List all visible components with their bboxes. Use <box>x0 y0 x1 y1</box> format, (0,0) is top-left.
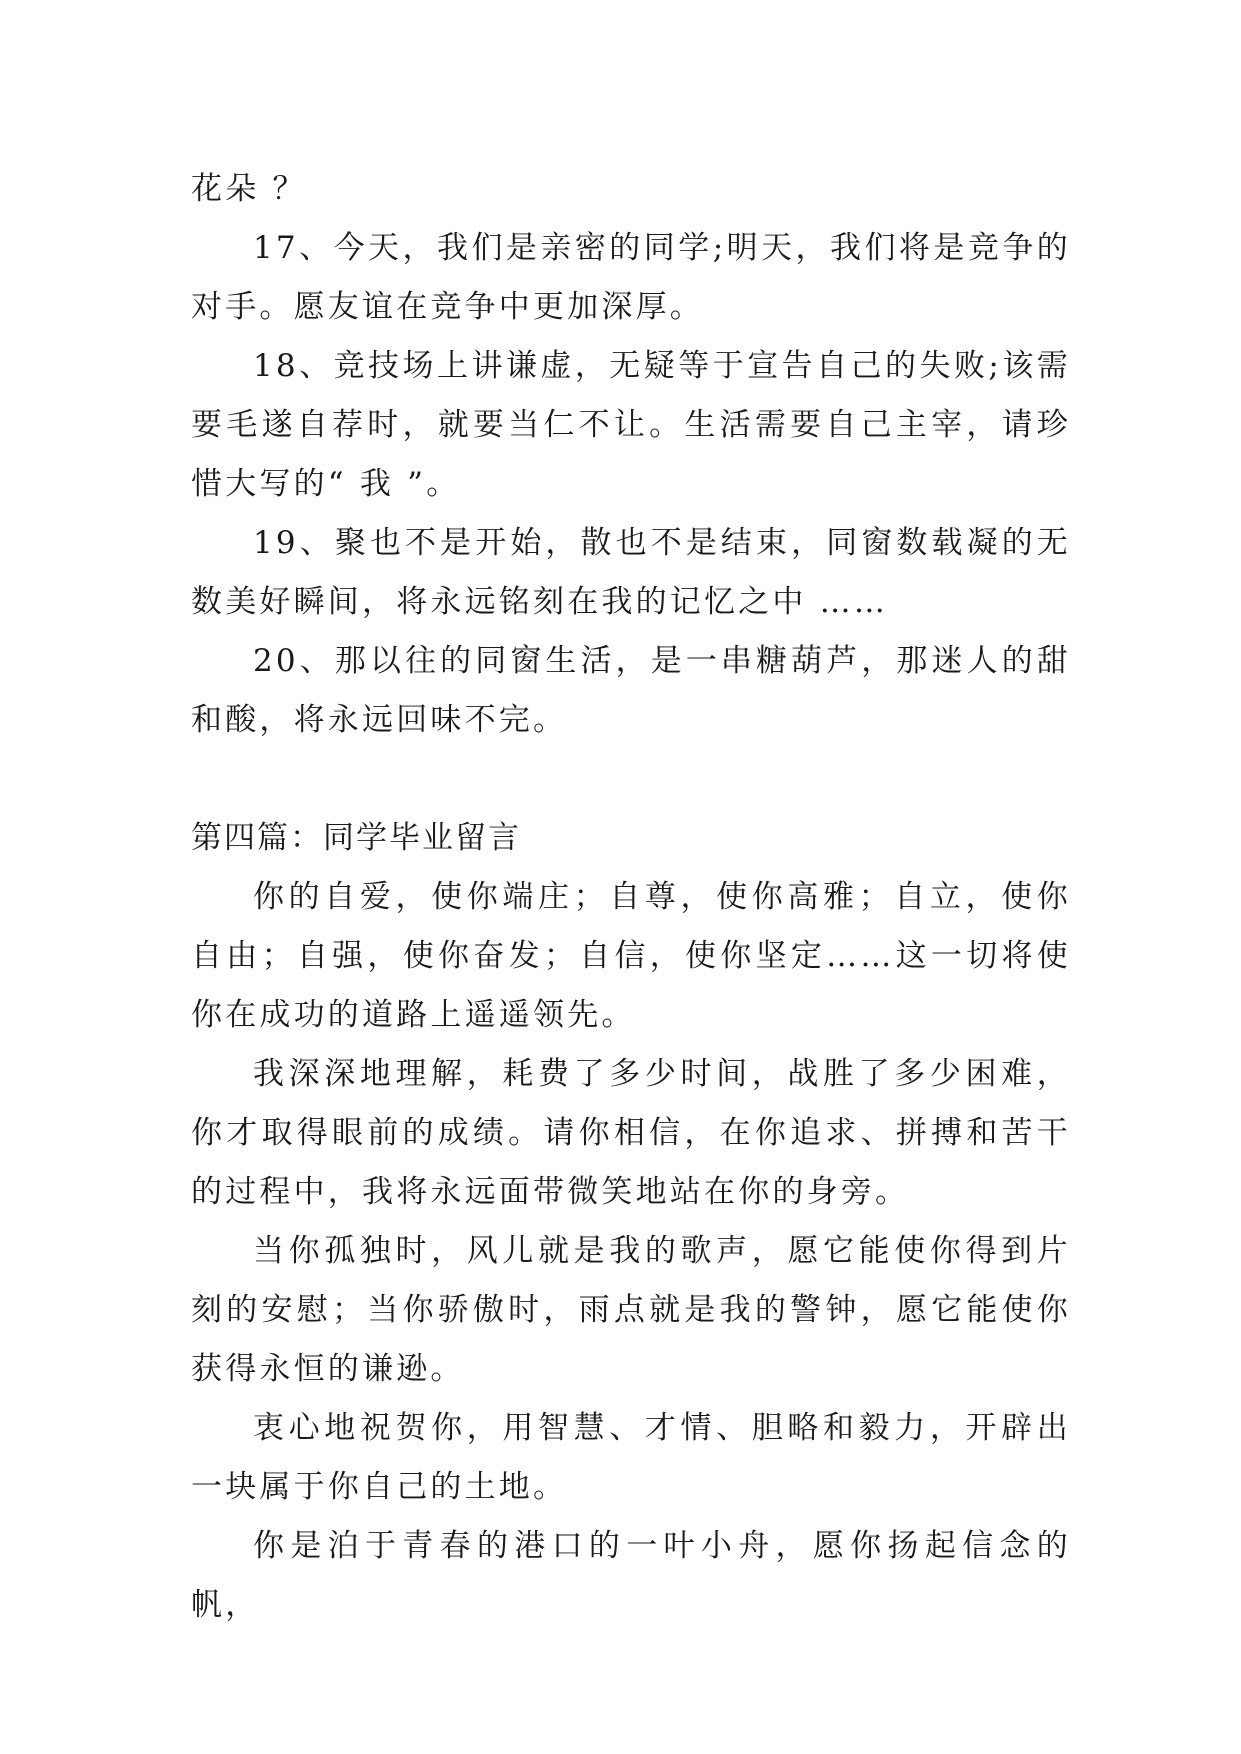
paragraph-item-17: 17、今天，我们是亲密的同学;明天，我们将是竞争的对手。愿友谊在竞争中更加深厚。 <box>191 230 1071 325</box>
paragraph-continuation: 花朵 ？ <box>191 171 307 207</box>
paragraph-congratulations: 衷心地祝贺你，用智慧、才情、胆略和毅力，开辟出一块属于你自己的土地。 <box>191 1410 1071 1505</box>
paragraph-item-19: 19、聚也不是开始，散也不是结束，同窗数载凝的无数美好瞬间，将永远铭刻在我的记忆之中 …… <box>191 525 1071 620</box>
paragraph-lonely: 当你孤独时，风儿就是我的歌声，愿它能使你得到片刻的安慰；当你骄傲时，雨点就是我的警钟，愿它能使你获得永恒的谦逊。 <box>191 1233 1071 1387</box>
paragraph-understanding: 我深深地理解，耗费了多少时间，战胜了多少困难，你才取得眼前的成绩。请你相信，在你追求、拼搏和苦干的过程中，我将永远面带微笑地站在你的身旁。 <box>191 1056 1071 1210</box>
paragraph-boat: 你是泊于青春的港口的一叶小舟，愿你扬起信念的帆， <box>191 1528 1071 1623</box>
document-body <box>191 160 1071 1635</box>
section-title: 第四篇：同学毕业留言 <box>191 820 521 856</box>
paragraph-item-18: 18、竞技场上讲谦虚，无疑等于宣告自己的失败;该需要毛遂自荐时，就要当仁不让。生活需要自己主宰，请珍惜大写的“ 我 ”。 <box>191 348 1071 502</box>
paragraph-self-love: 你的自爱，使你端庄；自尊，使你高雅；自立，使你自由；自强，使你奋发；自信，使你坚定……这一切将使你在成功的道路上遥遥领先。 <box>191 879 1071 1033</box>
paragraph-item-20: 20、那以往的同窗生活，是一串糖葫芦，那迷人的甜和酸，将永远回味不完。 <box>191 643 1071 738</box>
